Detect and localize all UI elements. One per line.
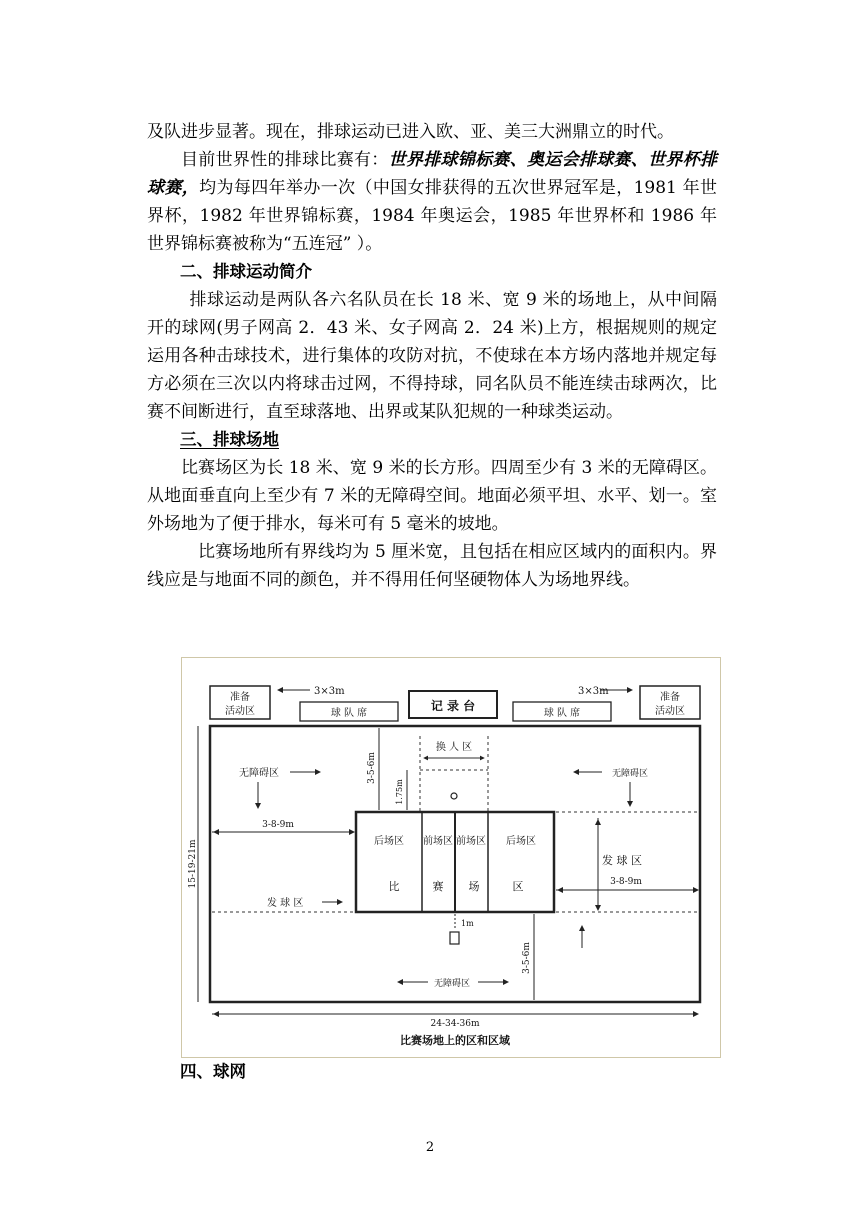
dim-height-label: 15-19-21m	[188, 839, 198, 889]
team-bench-right-label: 球 队 席	[543, 708, 581, 719]
paragraph-2-suffix: 均为每四年举办一次（中国女排获得的五次世界冠军是，1981 年世界杯，1982 年世界锦标赛，1984 年奥运会，1985 年世界杯和 1986 年世界锦标赛被称为“五连冠” ）。	[147, 178, 718, 254]
section-heading-3	[147, 426, 717, 454]
paragraph-2-emphasis: 世界排球锦标赛、奥运会排球赛、世界杯排球赛，	[147, 150, 718, 198]
paragraph-4: 比赛场区为长 18 米、宽 9 米的长方形。四周至少有 3 米的无障碍区。从地面垂直向上至少有 7 米的无障碍空间。地面必须平坦、水平、划一。室外场地为了便于排水，每米可有 5 毫米的坡地。	[147, 458, 717, 534]
dim-1m-label: 1m	[461, 919, 474, 928]
dim-bottom-v-label: 3-5-6m	[522, 942, 532, 974]
warmup-left-line2: 活动区	[225, 706, 255, 717]
substitution-zone-label: 换 人 区	[435, 742, 473, 753]
body-text	[147, 118, 717, 594]
court-char-3: 场	[468, 880, 480, 893]
net-post-top	[451, 793, 457, 799]
warmup-size-right: 3×3m	[578, 686, 609, 697]
next-section	[147, 1058, 717, 1086]
dim-top-label: 3-5-6m	[367, 752, 377, 784]
paragraph-5: 比赛场地所有界线均为 5 厘米宽，且包括在相应区域内的面积内。界线应是与地面不同的颜色，并不得用任何坚硬物体人为场地界线。	[147, 542, 717, 590]
serve-zone-left-label: 发 球 区	[267, 898, 304, 909]
free-zone-left-label: 无障碍区	[239, 768, 279, 779]
paragraph-2-prefix: 目前世界性的排球比赛有：	[181, 150, 389, 170]
serve-zone-right-label: 发 球 区	[602, 854, 642, 867]
section-heading-4: 四、球网	[180, 1062, 246, 1081]
back-zone-left: 后场区	[374, 836, 404, 847]
warmup-size-left: 3×3m	[314, 686, 345, 697]
team-bench-left-label: 球 队 席	[330, 708, 368, 719]
back-zone-right: 后场区	[506, 836, 536, 847]
paragraph-1: 及队进步显著。现在，排球运动已进入欧、亚、美三大洲鼎立的时代。	[147, 122, 674, 142]
warmup-right-line1: 准备	[660, 692, 680, 703]
free-zone-right-label: 无障碍区	[612, 769, 649, 779]
dim-left-label: 3-8-9m	[262, 820, 294, 830]
paragraph-3: 排球运动是两队各六名队员在长 18 米、宽 9 米的场地上，从中间隔开的球网(男子网高 2．43 米、女子网高 2．24 米)上方，根据规则的规定运用各种击球技术，进行集体的攻防对抗，不使球在本方场内落地并规定每方必须在三次以内将球击过网，不得持球，同名队员不能连续击球两次，比赛不间断进行，直至球落地、出界或某队犯规的一种球类运动。	[147, 290, 717, 422]
page-number: 2	[425, 1140, 435, 1155]
free-zone-bottom-label: 无障碍区	[433, 979, 471, 989]
court-char-2: 赛	[432, 880, 444, 893]
court-diagram-svg	[182, 658, 720, 1057]
court-char-1: 比	[388, 880, 400, 893]
warmup-right-line2: 活动区	[655, 706, 685, 717]
dim-right-label: 3-8-9m	[610, 877, 642, 887]
dim-175-label: 1.75m	[395, 779, 404, 805]
referee-stand	[450, 932, 459, 944]
scorer-table-label: 记 录 台	[430, 699, 476, 713]
paragraph-2	[147, 146, 717, 258]
front-zone-right: 前场区	[456, 836, 486, 847]
section-heading-2: 二、排球运动简介	[180, 262, 312, 281]
court-char-4: 区	[512, 880, 524, 893]
court-diagram	[181, 657, 721, 1058]
front-zone-left: 前场区	[423, 836, 453, 847]
section-heading-3-text: 三、排球场地	[180, 430, 279, 449]
warmup-left-line1: 准备	[230, 692, 250, 703]
figure-caption: 比赛场地上的区和区域	[400, 1034, 510, 1047]
dim-width-label: 24-34-36m	[430, 1019, 480, 1029]
